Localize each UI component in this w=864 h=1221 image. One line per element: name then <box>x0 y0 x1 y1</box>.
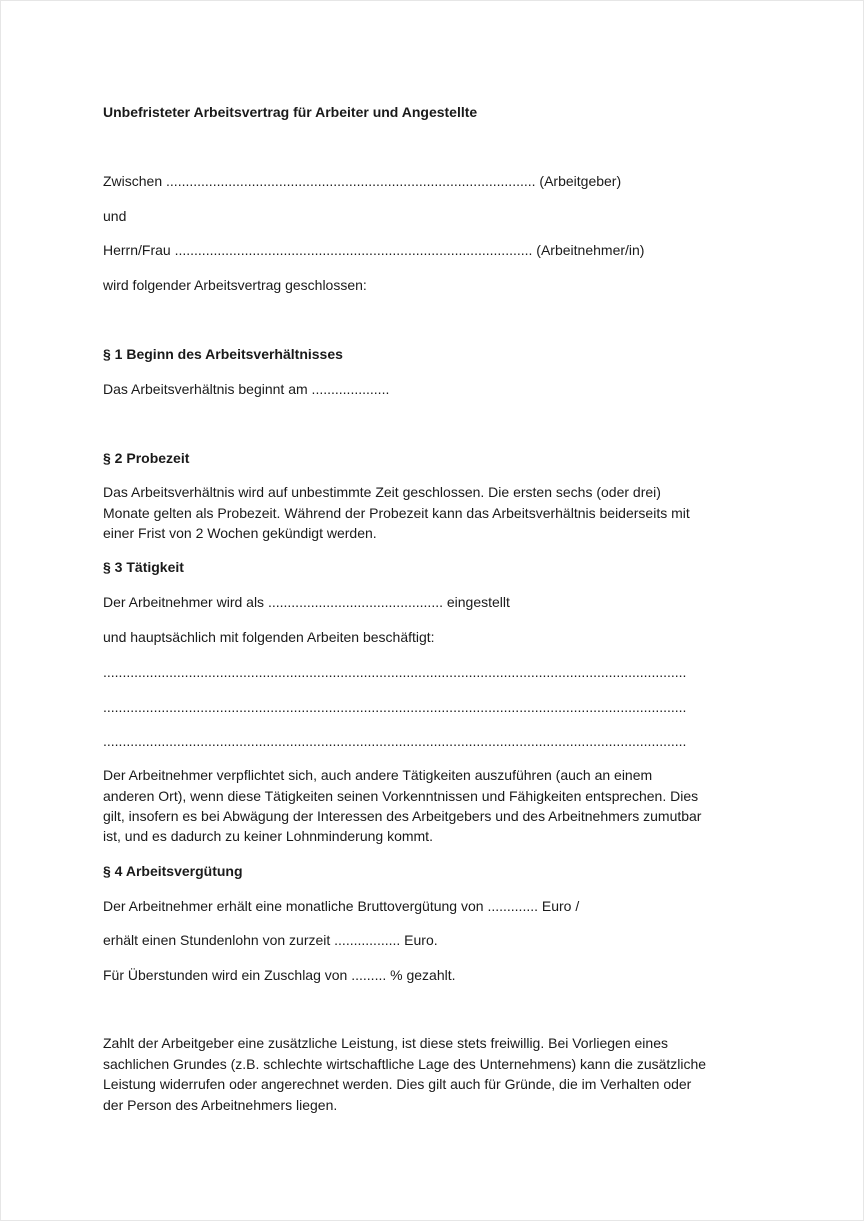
section-4-para-line: der Person des Arbeitnehmers liegen. <box>103 1097 338 1113</box>
section-3-para-line: anderen Ort), wenn diese Tätigkeiten seinen Vorkenntnissen und Fähigkeiten entsprechen. Dies <box>103 788 699 804</box>
employee-line: Herrn/Frau ............................................................................................ (Arbeitnehmer/in) <box>103 242 645 258</box>
section-2-line: Monate gelten als Probezeit. Während der Probezeit kann das Arbeitsverhältnis beiderseits mit <box>103 505 690 521</box>
section-4-para-line: Zahlt der Arbeitgeber eine zusätzliche Leistung, ist diese stets freiwillig. Bei Vorliegen eines <box>103 1035 668 1051</box>
section-2-line: Das Arbeitsverhältnis wird auf unbestimmte Zeit geschlossen. Die ersten sechs (oder drei) <box>103 484 661 500</box>
section-2-heading: § 2 Probezeit <box>103 450 190 466</box>
section-3-blank-line: ...................................................................................................................................................... <box>103 699 687 715</box>
section-4-overtime-line: Für Überstunden wird ein Zuschlag von ......... % gezahlt. <box>103 967 456 983</box>
section-4-para-line: sachlichen Grundes (z.B. schlechte wirtschaftliche Lage des Unternehmens) kann die zusätzliche <box>103 1056 707 1072</box>
and-line: und <box>103 208 127 224</box>
section-3-position-line: Der Arbeitnehmer wird als ............................................. eingestellt <box>103 594 510 610</box>
section-4-para-line: Leistung widerrufen oder angerechnet werden. Dies gilt auch für Gründe, die im Verhalten oder <box>103 1076 692 1092</box>
section-3-para-line: ist, und es dadurch zu keiner Lohnminderung kommt. <box>103 828 433 844</box>
section-3-blank-line: ...................................................................................................................................................... <box>103 733 687 749</box>
section-4-heading: § 4 Arbeitsvergütung <box>103 863 243 879</box>
section-4-hourly-line: erhält einen Stundenlohn von zurzeit ................. Euro. <box>103 932 438 948</box>
section-3-blank-line: ...................................................................................................................................................... <box>103 664 687 680</box>
section-4-salary-line: Der Arbeitnehmer erhält eine monatliche Bruttovergütung von ............. Euro / <box>103 898 580 914</box>
section-3-para-line: Der Arbeitnehmer verpflichtet sich, auch andere Tätigkeiten auszuführen (auch an einem <box>103 767 653 783</box>
section-1-heading: § 1 Beginn des Arbeitsverhältnisses <box>103 346 343 362</box>
section-3-para-line: gilt, insofern es bei Abwägung der Interessen des Arbeitgebers und des Arbeitnehmers zumutbar <box>103 808 702 824</box>
section-2-line: einer Frist von 2 Wochen gekündigt werden. <box>103 525 377 541</box>
section-1-text: Das Arbeitsverhältnis beginnt am .................... <box>103 381 390 397</box>
section-3-duties-line: und hauptsächlich mit folgenden Arbeiten beschäftigt: <box>103 629 435 645</box>
employer-line: Zwischen ............................................................................................... (Arbeitgeber) <box>103 173 622 189</box>
document-title: Unbefristeter Arbeitsvertrag für Arbeiter und Angestellte <box>103 104 478 120</box>
section-3-heading: § 3 Tätigkeit <box>103 559 184 575</box>
concluded-line: wird folgender Arbeitsvertrag geschlossen: <box>103 277 367 293</box>
